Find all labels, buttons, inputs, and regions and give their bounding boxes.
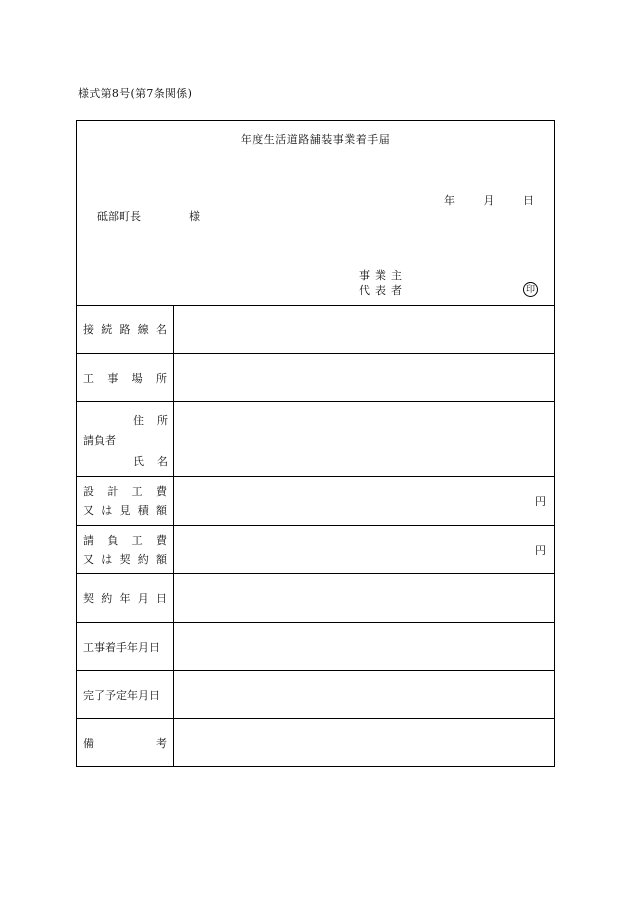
- seal-icon: 印: [523, 282, 538, 297]
- yen-unit: 円: [535, 495, 546, 508]
- row-work-site: [77, 354, 554, 402]
- month-label: 月: [483, 194, 495, 207]
- contractor-name-label: 氏 名: [133, 455, 168, 468]
- addressee: 砥部町長: [97, 210, 141, 223]
- form-header: [77, 121, 554, 306]
- row-start-date: [77, 623, 554, 671]
- business-owner-label: 事業主: [359, 269, 407, 282]
- start-date-field[interactable]: [174, 623, 554, 670]
- completion-date-field[interactable]: [174, 671, 554, 718]
- route-name-label: 接 続 路 線 名: [83, 323, 167, 336]
- label-cell: [77, 354, 174, 401]
- row-contractor: [77, 402, 554, 477]
- contract-cost-label: 請 負 工 費 又 は 契 約 額: [83, 533, 167, 566]
- contractor-field[interactable]: [174, 402, 554, 476]
- label-cell: [77, 526, 174, 573]
- label-cell: [77, 402, 174, 476]
- yen-unit: 円: [535, 543, 546, 557]
- row-contract-date: [77, 574, 554, 623]
- label-cell: [77, 574, 174, 622]
- design-cost-field[interactable]: [174, 477, 554, 525]
- honorific: 様: [189, 210, 200, 223]
- work-site-field[interactable]: [174, 354, 554, 401]
- design-cost-label: 設 計 工 費 又 は 見 積 額: [83, 485, 167, 517]
- form-title: 年度生活道路舗装事業着手届: [240, 133, 391, 146]
- contractor-label: 請負者: [83, 434, 116, 447]
- representative-label: 代表者: [359, 284, 407, 297]
- applicant-block: [359, 268, 407, 298]
- year-label: 年: [444, 194, 455, 207]
- row-contract-cost: [77, 526, 554, 574]
- remarks-label: 備 考: [83, 736, 167, 750]
- day-label: 日: [523, 194, 534, 207]
- row-remarks: [77, 719, 554, 766]
- row-completion-date: [77, 671, 554, 719]
- contract-date-label: 契 約 年 月 日: [83, 592, 167, 605]
- work-site-label: 工 事 場 所: [83, 371, 167, 385]
- route-name-field[interactable]: [174, 305, 554, 353]
- contractor-address-label: 住 所: [133, 414, 168, 427]
- remarks-field[interactable]: [174, 719, 554, 766]
- row-route-name: [77, 305, 554, 354]
- start-date-label: 工事着手年月日: [83, 640, 160, 654]
- completion-date-label: 完了予定年月日: [83, 688, 160, 702]
- date-line[interactable]: [444, 192, 534, 208]
- label-cell: [77, 719, 174, 766]
- row-design-cost: [77, 477, 554, 526]
- form-number: 様式第8号(第7条関係): [78, 87, 193, 100]
- contract-date-field[interactable]: [174, 574, 554, 622]
- label-cell: [77, 623, 174, 670]
- contract-cost-field[interactable]: [174, 526, 554, 573]
- label-cell: [77, 305, 174, 353]
- label-cell: [77, 477, 174, 525]
- label-cell: [77, 671, 174, 718]
- form-frame: [76, 120, 555, 767]
